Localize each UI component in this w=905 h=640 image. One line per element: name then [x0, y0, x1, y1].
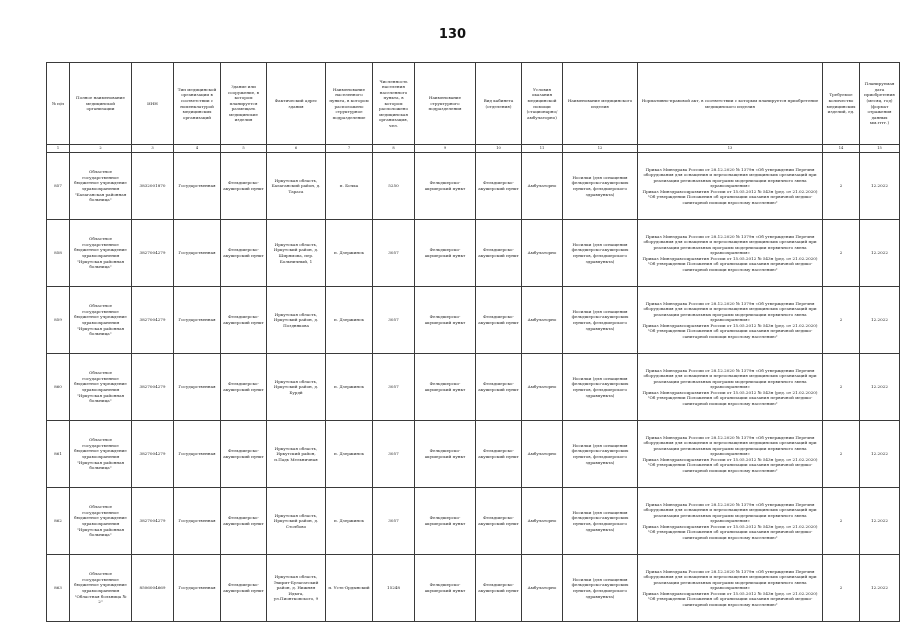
organization-type-cell: Государственная — [174, 220, 221, 287]
building-cell: Фельдшерско-акушерский пункт — [221, 287, 267, 354]
legal-act-text: Приказ Минздрава России от 28.12.2020 № 1379н «Об утверждении Перечня оборудования для оснащения и переоснащения медицинских организаций при реализации региональных программ модернизации первичного звена здравоохранения» — [643, 434, 817, 457]
column-number: 5 — [221, 145, 267, 153]
table-row — [47, 287, 900, 354]
legal-act-text: Приказ Минздрава России от 28.12.2020 № 1379н «Об утверждении Перечня оборудования для оснащения и переоснащения медицинских организаций при реализации региональных программ модернизации первичного звена здравоохранения» — [643, 501, 817, 524]
organization-name-cell: Областное государственное бюджетное учреждение здравоохранения "Иркутская районная больница" — [70, 354, 132, 421]
structural-unit-cell: Фельдшерско-акушерский пункт — [415, 153, 476, 220]
building-cell: Фельдшерско-акушерский пункт — [221, 421, 267, 488]
column-header: Фактический адрес здания — [267, 63, 326, 145]
row-number-cell: 857 — [47, 153, 70, 220]
structural-unit-cell: Фельдшерско-акушерский пункт — [415, 555, 476, 622]
legal-act-text: Приказ Минздравсоцразвития России от 15.05.2012 № 543н (ред. от 21.02.2020) "Об утверждении Положения об организации оказания первичной медико-санитарной помощи взрослому населению" — [642, 456, 818, 473]
organization-type-cell: Государственная — [174, 421, 221, 488]
care-conditions-cell: Амбулаторно — [522, 555, 563, 622]
legal-act-cell — [638, 354, 823, 421]
legal-act-text: Приказ Минздравсоцразвития России от 15.05.2012 № 543н (ред. от 21.02.2020) "Об утверждении Положения об организации оказания первичной медико-санитарной помощи взрослому населению" — [642, 255, 818, 272]
column-header: Вид кабинета (отделения) — [476, 63, 522, 145]
inn-cell: 3827004279 — [132, 354, 174, 421]
column-number: 12 — [563, 145, 638, 153]
quantity-cell: 2 — [823, 220, 860, 287]
organization-type-cell: Государственная — [174, 287, 221, 354]
legal-act-cell — [638, 220, 823, 287]
inn-cell: 3827004279 — [132, 287, 174, 354]
table-row — [47, 354, 900, 421]
column-number: 9 — [415, 145, 476, 153]
population-cell: 5250 — [373, 153, 415, 220]
column-header: Условия оказания медицинской помощи (стационарно/амбулаторно) — [522, 63, 563, 145]
organization-name-cell: Областное государственное бюджетное учреждение здравоохранения "Иркутская районная больница" — [70, 287, 132, 354]
structural-unit-cell: Фельдшерско-акушерский пункт — [415, 421, 476, 488]
legal-act-text: Приказ Минздрава России от 28.12.2020 № 1379н «Об утверждении Перечня оборудования для оснащения и переоснащения медицинских организаций при реализации региональных программ модернизации первичного звена здравоохранения» — [643, 166, 817, 189]
cabinet-type-cell: Фельдшерско-акушерский пункт — [476, 488, 522, 555]
column-number: 14 — [823, 145, 860, 153]
table-row — [47, 153, 900, 220]
registry-table — [46, 62, 900, 622]
legal-act-cell — [638, 421, 823, 488]
cabinet-type-cell: Фельдшерско-акушерский пункт — [476, 354, 522, 421]
table-row — [47, 555, 900, 622]
legal-act-text: Приказ Минздрава России от 28.12.2020 № 1379н «Об утверждении Перечня оборудования для оснащения и переоснащения медицинских организаций при реализации региональных программ модернизации первичного звена здравоохранения» — [643, 300, 817, 323]
purchase-date-cell: 12.2022 — [860, 488, 900, 555]
legal-act-text: Приказ Минздравсоцразвития России от 15.05.2012 № 543н (ред. от 21.02.2020) "Об утверждении Положения об организации оказания первичной медико-санитарной помощи взрослому населению" — [642, 188, 818, 205]
legal-act-cell — [638, 488, 823, 555]
device-name-cell: Носилки (для оснащения фельдшерско-акушерских пунктов, фельдшерского здравпункта) — [563, 153, 638, 220]
legal-act-text: Приказ Минздрава России от 28.12.2020 № 1379н «Об утверждении Перечня оборудования для оснащения и переоснащения медицинских организаций при реализации региональных программ модернизации первичного звена здравоохранения» — [643, 367, 817, 390]
population-cell: 3057 — [373, 488, 415, 555]
care-conditions-cell: Амбулаторно — [522, 488, 563, 555]
organization-type-cell: Государственная — [174, 354, 221, 421]
column-header: ИНН — [132, 63, 174, 145]
settlement-cell: п. Дзержинск — [326, 220, 373, 287]
legal-act-cell — [638, 287, 823, 354]
quantity-cell: 2 — [823, 555, 860, 622]
building-cell: Фельдшерско-акушерский пункт — [221, 488, 267, 555]
row-number-cell: 862 — [47, 488, 70, 555]
cabinet-type-cell: Фельдшерско-акушерский пункт — [476, 220, 522, 287]
quantity-cell: 2 — [823, 354, 860, 421]
column-number: 11 — [522, 145, 563, 153]
cabinet-type-cell: Фельдшерско-акушерский пункт — [476, 287, 522, 354]
inn-cell: 3827004279 — [132, 488, 174, 555]
address-cell: Иркутская область, Иркутский район, д. Бурдй — [267, 354, 326, 421]
purchase-date-cell: 12.2022 — [860, 287, 900, 354]
settlement-cell: п. Дзержинск — [326, 488, 373, 555]
column-header: Наименование населенного пункта, в котором расположено структурное подразделение — [326, 63, 373, 145]
column-header: Полное наименование медицинской организации — [70, 63, 132, 145]
column-header: Наименование медицинского изделия — [563, 63, 638, 145]
care-conditions-cell: Амбулаторно — [522, 153, 563, 220]
column-header: Планируемая дата приобретения (месяц, год) (формат отражения данных мм.гггг.) — [860, 63, 900, 145]
device-name-cell: Носилки (для оснащения фельдшерско-акушерских пунктов, фельдшерского здравпункта) — [563, 555, 638, 622]
settlement-cell: п. Дзержинск — [326, 354, 373, 421]
building-cell: Фельдшерско-акушерский пункт — [221, 153, 267, 220]
structural-unit-cell: Фельдшерско-акушерский пункт — [415, 287, 476, 354]
purchase-date-cell: 12.2022 — [860, 354, 900, 421]
legal-act-text: Приказ Минздрава России от 28.12.2020 № 1379н «Об утверждении Перечня оборудования для оснащения и переоснащения медицинских организаций при реализации региональных программ модернизации первичного звена здравоохранения» — [643, 233, 817, 256]
legal-act-text: Приказ Минздравсоцразвития России от 15.05.2012 № 543н (ред. от 21.02.2020) "Об утверждении Положения об организации оказания первичной медико-санитарной помощи взрослому населению" — [642, 389, 818, 406]
quantity-cell: 2 — [823, 287, 860, 354]
column-number: 13 — [638, 145, 823, 153]
population-cell: 3057 — [373, 287, 415, 354]
column-number: 10 — [476, 145, 522, 153]
device-name-cell: Носилки (для оснащения фельдшерско-акушерских пунктов, фельдшерского здравпункта) — [563, 354, 638, 421]
inn-cell: 8506004669 — [132, 555, 174, 622]
table-row — [47, 488, 900, 555]
column-header: Тип медицинской организации в соответствии с номенклатурой медицинских организаций — [174, 63, 221, 145]
population-cell: 3057 — [373, 421, 415, 488]
organization-type-cell: Государственная — [174, 555, 221, 622]
building-cell: Фельдшерско-акушерский пункт — [221, 354, 267, 421]
structural-unit-cell: Фельдшерско-акушерский пункт — [415, 354, 476, 421]
row-number-cell: 859 — [47, 287, 70, 354]
table-row — [47, 421, 900, 488]
organization-name-cell: Областное государственное бюджетное учреждение здравоохранения "Иркутская районная больница" — [70, 488, 132, 555]
organization-name-cell: Областное государственное бюджетное учреждение здравоохранения "Балаганская районная больница" — [70, 153, 132, 220]
structural-unit-cell: Фельдшерско-акушерский пункт — [415, 488, 476, 555]
settlement-cell: п. Бочка — [326, 153, 373, 220]
population-cell: 15248 — [373, 555, 415, 622]
column-number: 3 — [132, 145, 174, 153]
purchase-date-cell: 12.2022 — [860, 421, 900, 488]
address-cell: Иркутская область, Иркутский район, д. Позднякова — [267, 287, 326, 354]
purchase-date-cell: 12.2022 — [860, 220, 900, 287]
settlement-cell: п. Дзержинск — [326, 421, 373, 488]
cabinet-type-cell: Фельдшерско-акушерский пункт — [476, 555, 522, 622]
row-number-cell: 861 — [47, 421, 70, 488]
address-cell: Иркутская область, Иркутский район, д. Ширямовa, пер. Больничный, 1 — [267, 220, 326, 287]
cabinet-type-cell: Фельдшерско-акушерский пункт — [476, 421, 522, 488]
row-number-cell: 858 — [47, 220, 70, 287]
table-body — [47, 153, 900, 622]
column-header: Здание или сооружение, в котором планируется размещать медицинские изделия — [221, 63, 267, 145]
legal-act-text: Приказ Минздравсоцразвития России от 15.05.2012 № 543н (ред. от 21.02.2020) "Об утверждении Положения об организации оказания первичной медико-санитарной помощи взрослому населению" — [642, 523, 818, 540]
settlement-cell: п. Дзержинск — [326, 287, 373, 354]
column-header: Нормативно-правовой акт, в соответствии с которым планируется приобретение медицинского изделия — [638, 63, 823, 145]
column-header: № п/п — [47, 63, 70, 145]
building-cell: Фельдшерско-акушерский пункт — [221, 220, 267, 287]
address-cell: Иркутская область, Эхирит-Булагатский район, д. Нижняя Идыга, ул.Пионтковского, 9 — [267, 555, 326, 622]
device-name-cell: Носилки (для оснащения фельдшерско-акушерских пунктов, фельдшерского здравпункта) — [563, 287, 638, 354]
care-conditions-cell: Амбулаторно — [522, 220, 563, 287]
column-number: 7 — [326, 145, 373, 153]
cabinet-type-cell: Фельдшерско-акушерский пункт — [476, 153, 522, 220]
legal-act-cell — [638, 153, 823, 220]
device-name-cell: Носилки (для оснащения фельдшерско-акушерских пунктов, фельдшерского здравпункта) — [563, 488, 638, 555]
column-header: Требуемое количество медицинских изделий, ед. — [823, 63, 860, 145]
row-number-cell: 863 — [47, 555, 70, 622]
address-cell: Иркутская область, Иркутский район, д. Столбово — [267, 488, 326, 555]
settlement-cell: п. Усть-Ордынский — [326, 555, 373, 622]
organization-type-cell: Государственная — [174, 153, 221, 220]
column-header: Численность населения населенного пункта, в котором расположено медицинская организация, чел. — [373, 63, 415, 145]
purchase-date-cell: 12.2022 — [860, 555, 900, 622]
structural-unit-cell: Фельдшерско-акушерский пункт — [415, 220, 476, 287]
column-number: 4 — [174, 145, 221, 153]
inn-cell: 3827004279 — [132, 220, 174, 287]
legal-act-text: Приказ Минздравсоцразвития России от 15.05.2012 № 543н (ред. от 21.02.2020) "Об утверждении Положения об организации оказания первичной медико-санитарной помощи взрослому населению" — [642, 322, 818, 339]
quantity-cell: 2 — [823, 153, 860, 220]
legal-act-cell — [638, 555, 823, 622]
address-cell: Иркутская область, Балаганский район, д. Тарасa — [267, 153, 326, 220]
column-number: 6 — [267, 145, 326, 153]
purchase-date-cell: 12.2022 — [860, 153, 900, 220]
header-row — [47, 63, 900, 145]
address-cell: Иркутская область, Иркутский район, п.Падь Мельничная — [267, 421, 326, 488]
column-header: Наименование структурного подразделения — [415, 63, 476, 145]
legal-act-text: Приказ Минздравсоцразвития России от 15.05.2012 № 543н (ред. от 21.02.2020) "Об утверждении Положения об организации оказания первичной медико-санитарной помощи взрослому населению" — [642, 590, 818, 607]
population-cell: 3057 — [373, 354, 415, 421]
building-cell: Фельдшерско-акушерский пункт — [221, 555, 267, 622]
organization-type-cell: Государственная — [174, 488, 221, 555]
column-number: 8 — [373, 145, 415, 153]
row-number-cell: 860 — [47, 354, 70, 421]
care-conditions-cell: Амбулаторно — [522, 287, 563, 354]
column-number: 1 — [47, 145, 70, 153]
quantity-cell: 2 — [823, 488, 860, 555]
organization-name-cell: Областное государственное бюджетное учреждение здравоохранения "Иркутская районная больница" — [70, 421, 132, 488]
population-cell: 3057 — [373, 220, 415, 287]
care-conditions-cell: Амбулаторно — [522, 354, 563, 421]
device-name-cell: Носилки (для оснащения фельдшерско-акушерских пунктов, фельдшерского здравпункта) — [563, 421, 638, 488]
table-row — [47, 220, 900, 287]
inn-cell: 3827004279 — [132, 421, 174, 488]
quantity-cell: 2 — [823, 421, 860, 488]
column-number: 2 — [70, 145, 132, 153]
care-conditions-cell: Амбулаторно — [522, 421, 563, 488]
legal-act-text: Приказ Минздрава России от 28.12.2020 № 1379н «Об утверждении Перечня оборудования для оснащения и переоснащения медицинских организаций при реализации региональных программ модернизации первичного звена здравоохранения» — [643, 568, 817, 591]
column-number-row — [47, 145, 900, 153]
column-number: 15 — [860, 145, 900, 153]
inn-cell: 3832001870 — [132, 153, 174, 220]
organization-name-cell: Областное государственное бюджетное учреждение здравоохранения "Областная больница № 2" — [70, 555, 132, 622]
page-number: 130 — [438, 27, 467, 42]
device-name-cell: Носилки (для оснащения фельдшерско-акушерских пунктов, фельдшерского здравпункта) — [563, 220, 638, 287]
organization-name-cell: Областное государственное бюджетное учреждение здравоохранения "Иркутская районная больница" — [70, 220, 132, 287]
